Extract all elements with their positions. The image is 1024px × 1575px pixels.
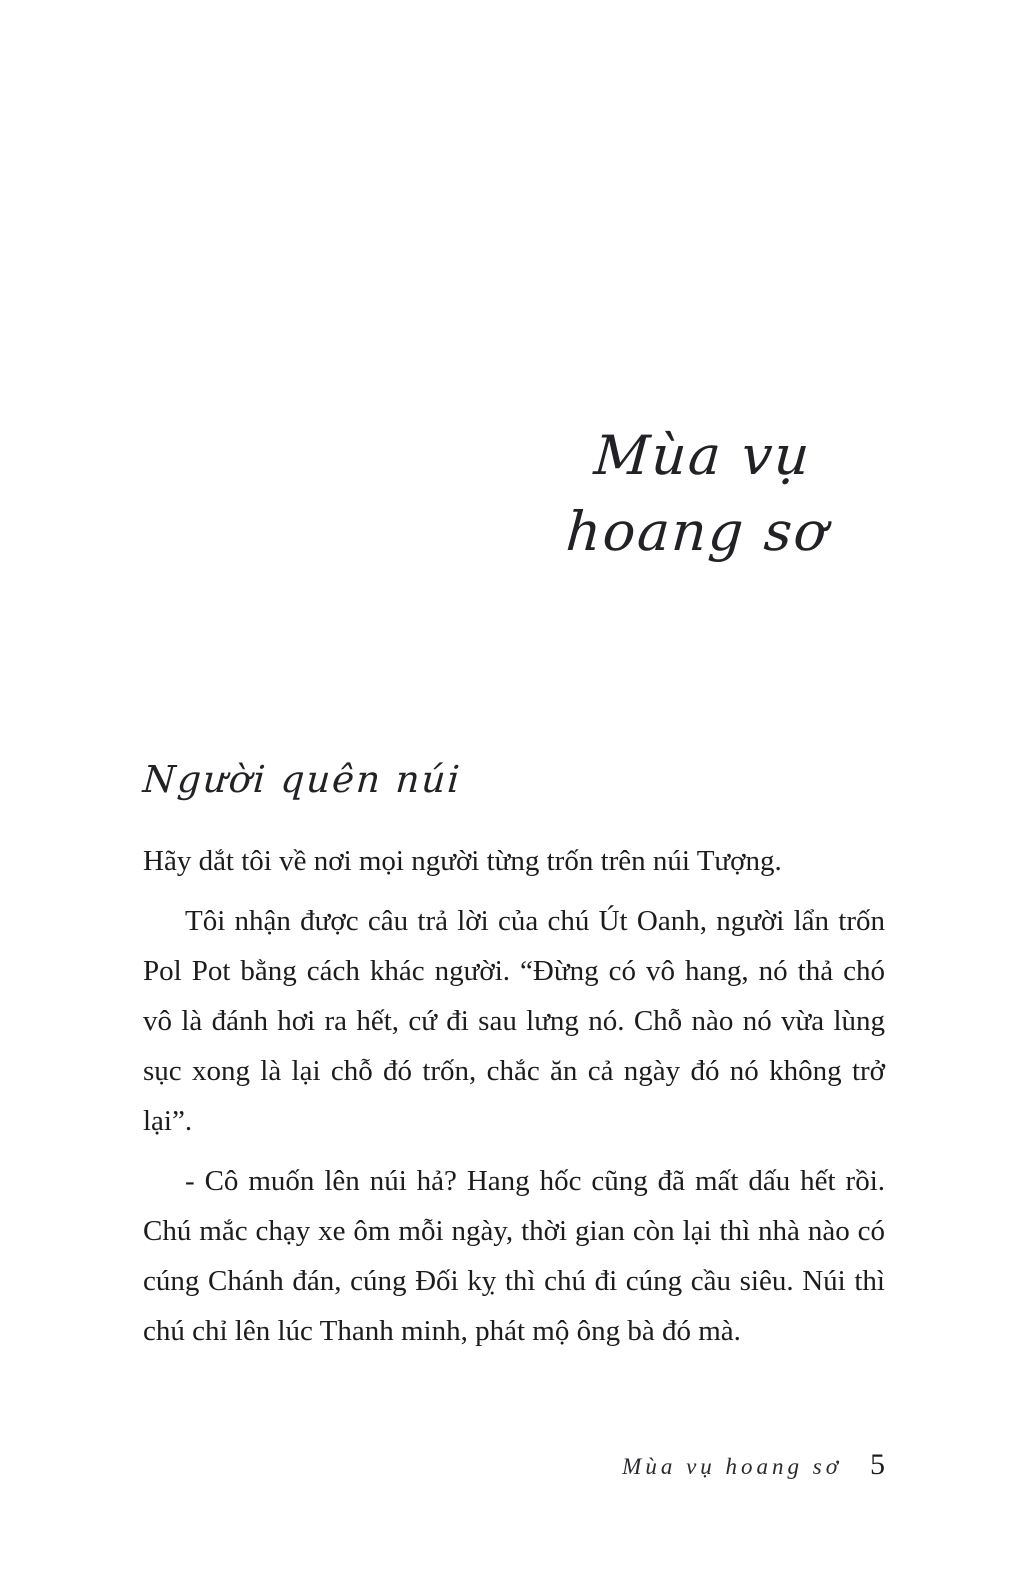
page-number: 5 bbox=[870, 1448, 885, 1481]
chapter-title-line2: hoang sơ bbox=[564, 500, 831, 563]
paragraph: Tôi nhận được câu trả lời của chú Út Oanh, người lẩn trốn Pol Pot bằng cách khác người. “Đừng có vô hang, nó thả chó vô là đánh hơi ra hết, cứ đi sau lưng nó. Chỗ nào nó vừa lùng sục xong là lại chỗ đó trốn, chắc ăn cả ngày đó nó không trở lại”. bbox=[143, 905, 885, 1137]
chapter-title bbox=[515, 418, 886, 570]
body-text bbox=[143, 836, 885, 1366]
chapter-title-line1: Mùa vụ bbox=[592, 424, 814, 487]
section-heading: Người quên núi bbox=[141, 758, 463, 801]
running-title: Mùa vụ hoang sơ bbox=[622, 1454, 842, 1479]
paragraph: - Cô muốn lên núi hả? Hang hốc cũng đã mất dấu hết rồi. Chú mắc chạy xe ôm mỗi ngày, thời gian còn lại thì nhà nào có cúng Chánh đán, cúng Đối kỵ thì chú đi cúng cầu siêu. Núi thì chú chỉ lên lúc Thanh minh, phát mộ ông bà đó mà. bbox=[143, 1165, 885, 1347]
page-footer bbox=[143, 1448, 885, 1482]
paragraph: Hãy dắt tôi về nơi mọi người từng trốn trên núi Tượng. bbox=[143, 845, 782, 877]
